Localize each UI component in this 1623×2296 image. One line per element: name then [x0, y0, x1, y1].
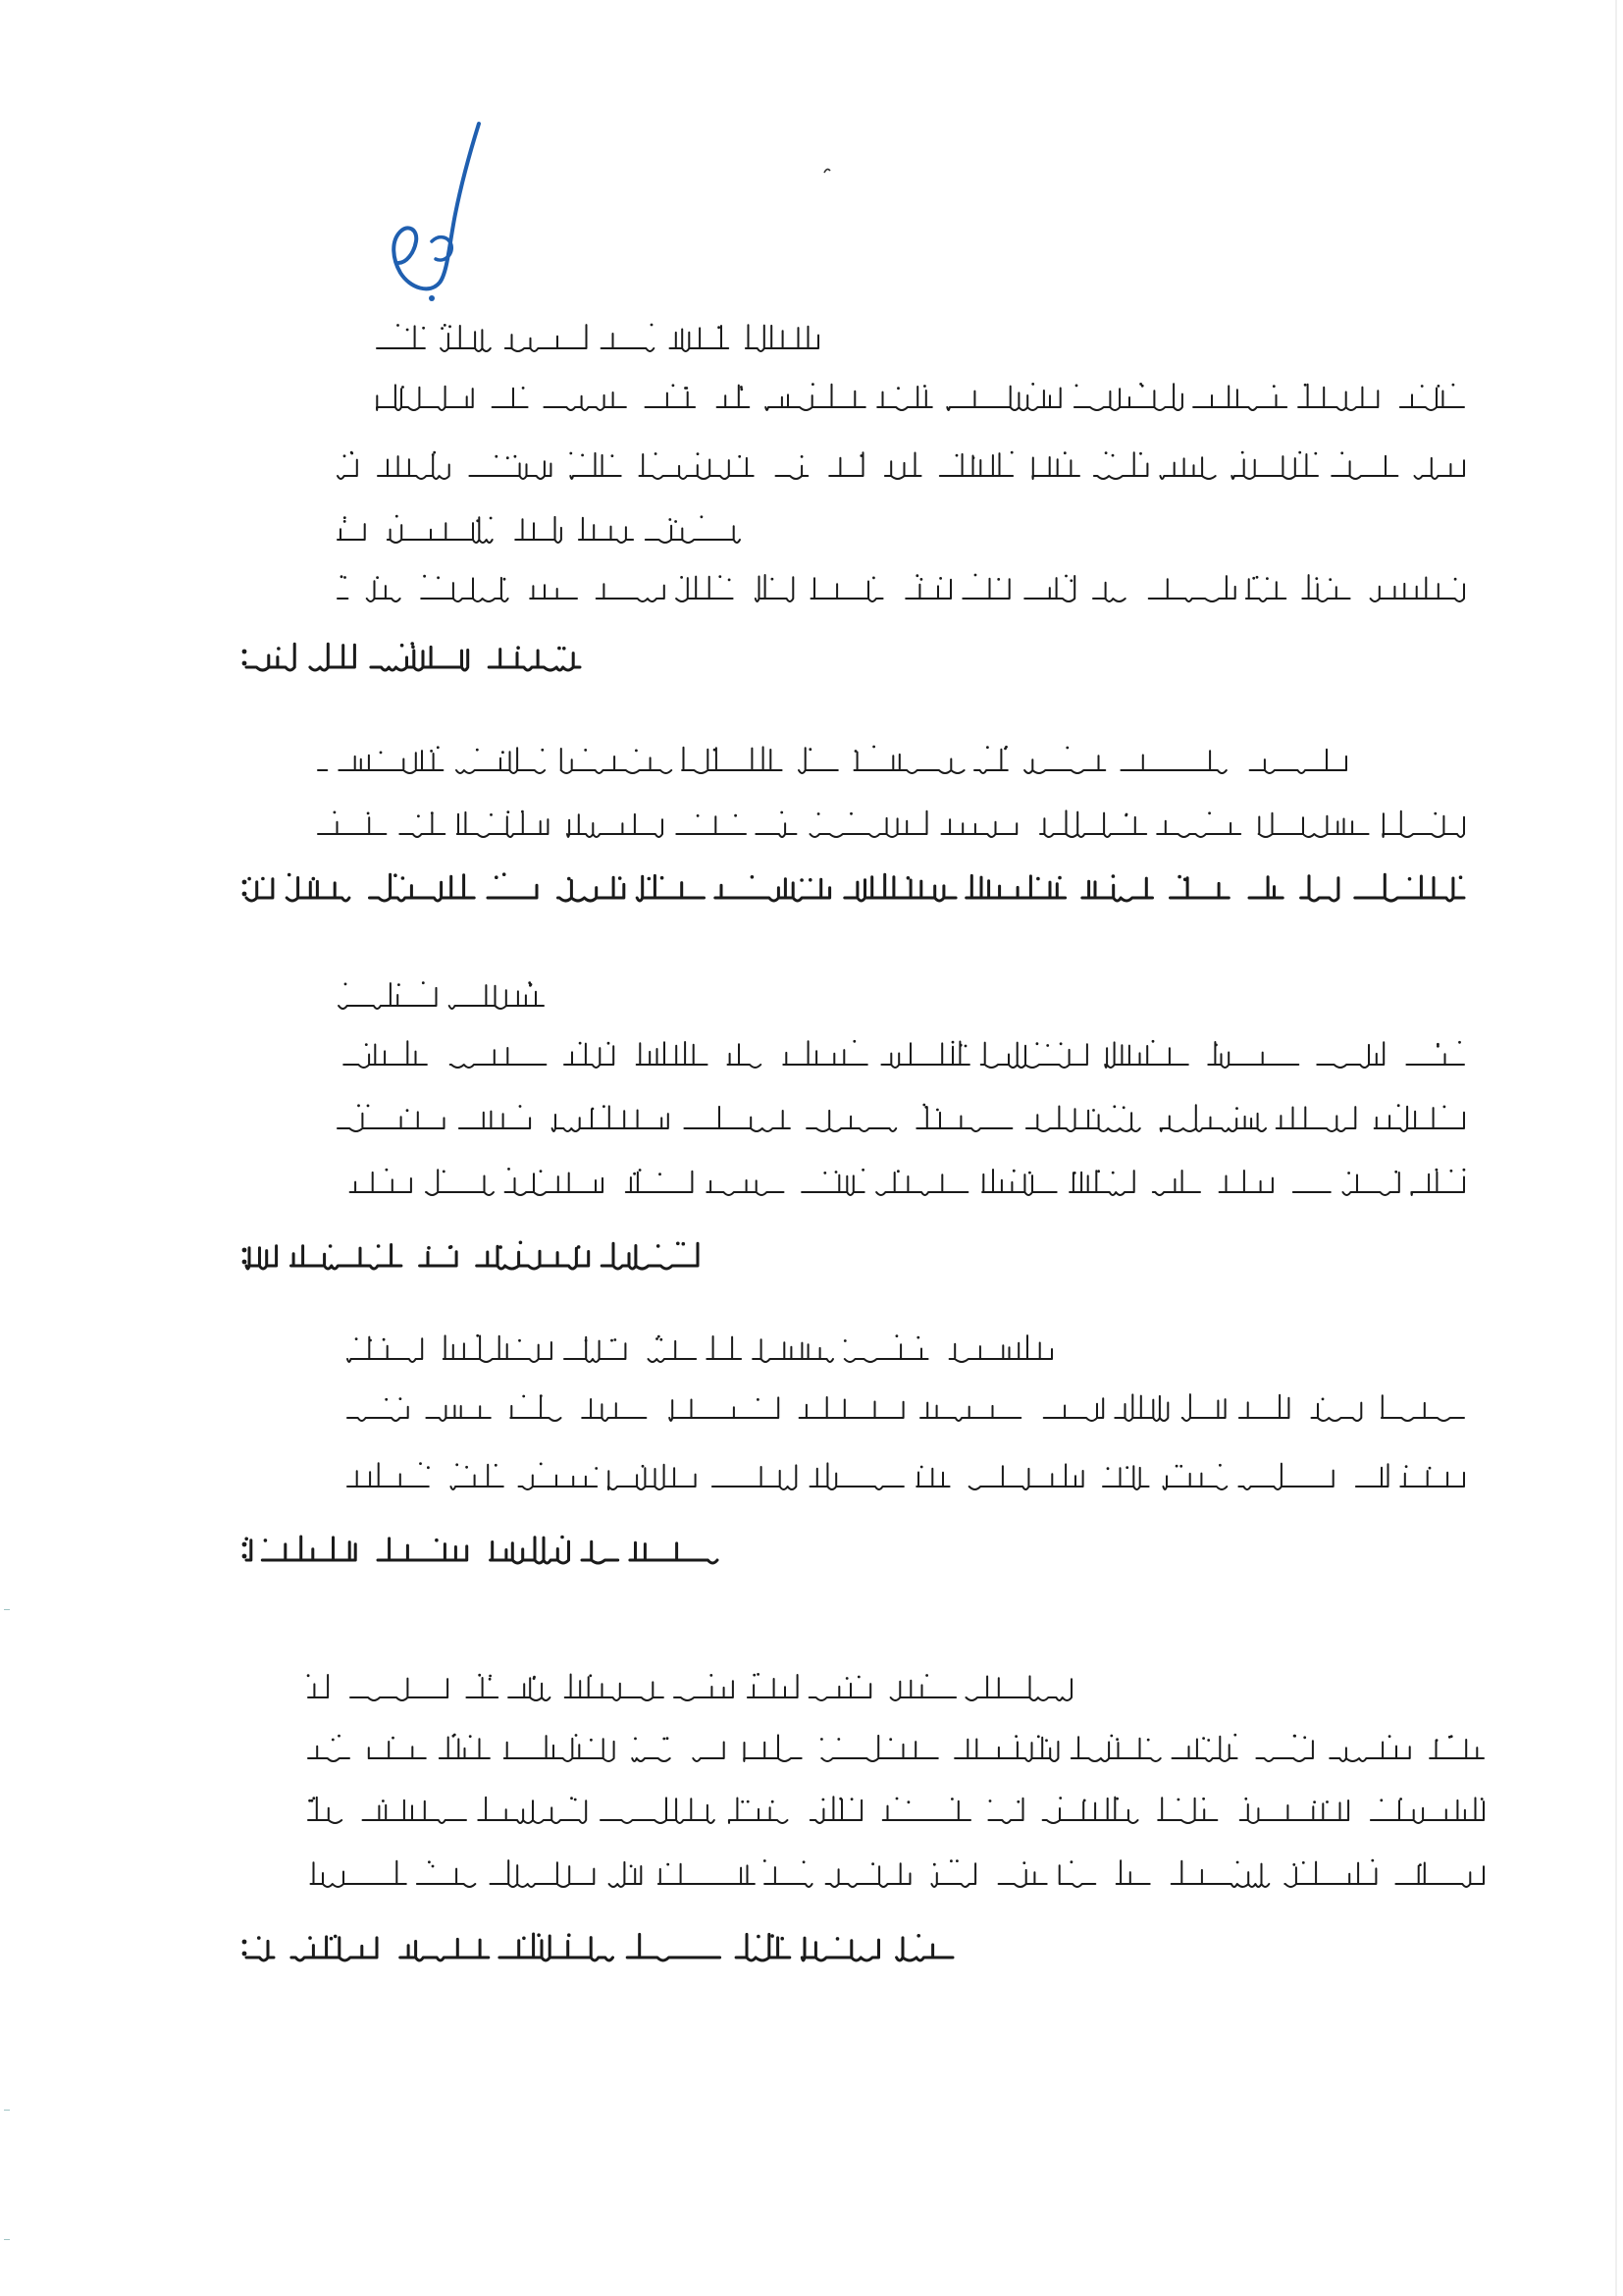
section-heading [240, 868, 1468, 912]
text-line [332, 510, 744, 553]
text-line [332, 569, 1468, 612]
section-heading [240, 1236, 702, 1279]
text-line [332, 446, 1468, 490]
handwriting-line [312, 805, 1468, 848]
text-line [312, 741, 1350, 784]
text-line [341, 1388, 1468, 1432]
text-line [332, 976, 548, 1019]
text-line [332, 1099, 1468, 1142]
scan-edge [1615, 0, 1617, 2296]
handwriting-line [332, 1099, 1468, 1142]
section-heading [240, 1928, 957, 1971]
handwriting-line [332, 510, 744, 553]
text-line [302, 1729, 1488, 1772]
margin-mark [4, 2110, 10, 2111]
text-line [371, 378, 1468, 421]
section-heading [240, 1531, 721, 1574]
handwriting-line [302, 1791, 1488, 1834]
handwriting-heading [240, 1531, 721, 1574]
handwriting-line [332, 976, 548, 1019]
handwriting-heading [240, 638, 584, 681]
handwriting-line [341, 1330, 1056, 1373]
text-line [341, 1330, 1056, 1373]
handwriting-line [341, 1388, 1468, 1432]
text-line [332, 1035, 1468, 1078]
margin-mark [4, 1609, 10, 1610]
handwriting-line [371, 378, 1468, 421]
handwriting-line [302, 1854, 1488, 1898]
text-line [341, 1457, 1468, 1500]
handwriting-heading [240, 868, 1468, 912]
handwriting-line [332, 1163, 1468, 1206]
section-heading [240, 638, 584, 681]
page-number-mark [822, 165, 832, 175]
text-line [312, 805, 1468, 848]
handwriting-heading [240, 1928, 957, 1971]
handwriting-heading [240, 1236, 702, 1279]
margin-mark [4, 2239, 10, 2240]
handwriting-line [332, 569, 1468, 612]
text-line [332, 1163, 1468, 1206]
text-line [302, 1854, 1488, 1898]
handwriting-line [332, 446, 1468, 490]
text-line [302, 1668, 1075, 1711]
handwriting-line [302, 1729, 1488, 1772]
text-line [371, 319, 822, 362]
handwriting-line [312, 741, 1350, 784]
handwriting-line [302, 1668, 1075, 1711]
handwriting-line [371, 319, 822, 362]
handwriting-line [332, 1035, 1468, 1078]
handwriting-line [341, 1457, 1468, 1500]
signature-icon [371, 116, 498, 302]
text-line [302, 1791, 1488, 1834]
